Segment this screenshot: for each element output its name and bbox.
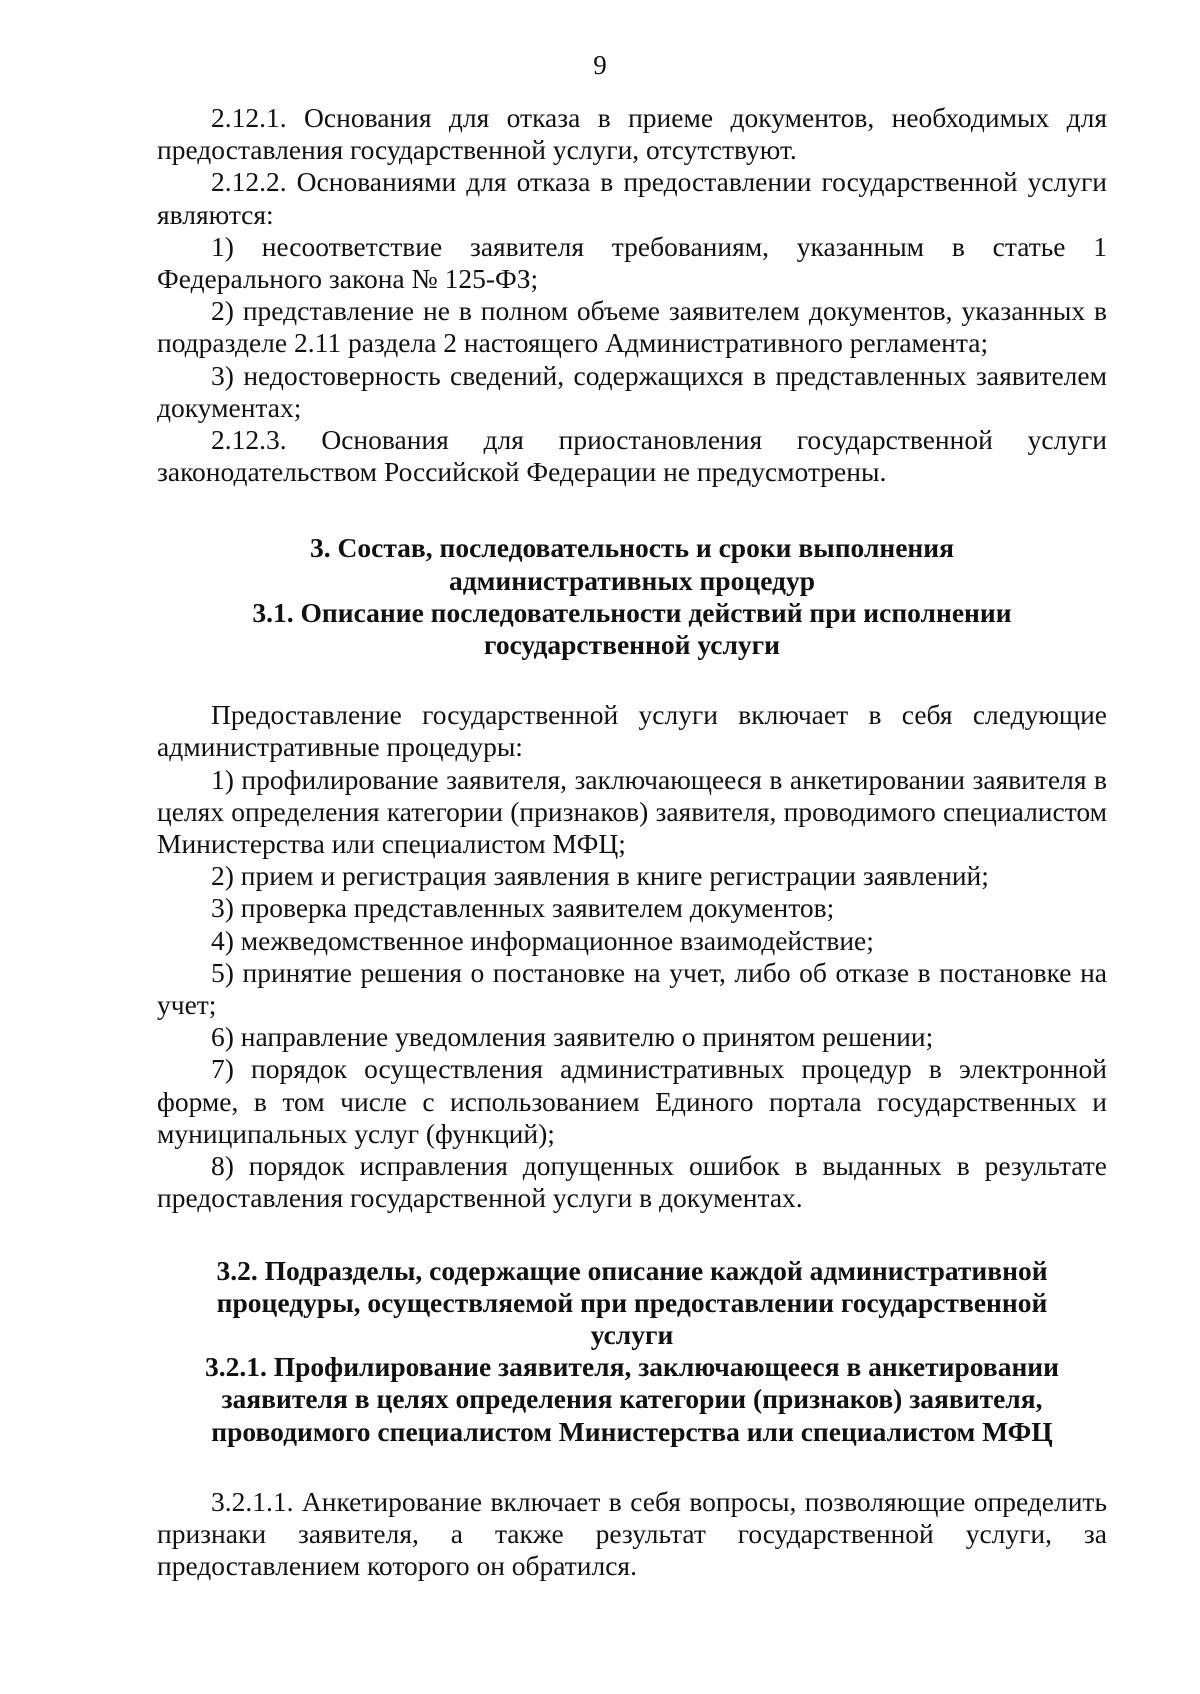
page-number: 9	[593, 50, 607, 80]
paragraph-2-12-2: 2.12.2. Основаниями для отказа в предоставлении государственной услуги являются:	[157, 166, 1107, 230]
section-3-heading	[157, 532, 1107, 661]
list-item: 4) межведомственное информационное взаимодействие;	[211, 924, 874, 956]
list-item: 1) несоответствие заявителя требованиям, указанным в статье 1 Федерального закона № 125-ФЗ;	[157, 230, 1107, 295]
paragraph-3-2-1-1: 3.2.1.1. Анкетирование включает в себя вопросы, позволяющие определить признаки заявителя, а также результат государственной услуги, за предоставлением которого он обратился.	[157, 1485, 1107, 1582]
paragraph-2-12-1: 2.12.1. Основания для отказа в приеме документов, необходимых для предоставления государственной услуги, отсутствуют.	[157, 102, 1107, 166]
subsection-title: 3.2.1. Профилирование заявителя, заключающееся в анкетировании	[205, 1351, 1059, 1383]
section-title: административных процедур	[449, 564, 815, 596]
list-item: 1) профилирование заявителя, заключающееся в анкетировании заявителя в целях определения категории (признаков) заявителя, проводимого специалистом Министерства или специалистом МФЦ;	[157, 763, 1107, 860]
list-item: 2) прием и регистрация заявления в книге регистрации заявлений;	[211, 860, 989, 892]
subsection-title: 3.1. Описание последовательности действий при исполнении	[252, 596, 1012, 628]
paragraph-2-12-3: 2.12.3. Основания для приостановления государственной услуги законодательством Российской Федерации не предусмотрены.	[157, 424, 1107, 488]
list-item: 3) недостоверность сведений, содержащихся в представленных заявителем документах;	[157, 359, 1107, 423]
document-body	[157, 102, 1107, 1582]
subsection-title: проводимого специалистом Министерства или специалистом МФЦ	[211, 1415, 1053, 1447]
list-item: 3) проверка представленных заявителем документов;	[211, 892, 835, 924]
section-3-2-heading	[157, 1255, 1107, 1448]
list-item: 2) представление не в полном объеме заявителем документов, указанных в подразделе 2.11 раздела 2 настоящего Административного регламента;	[157, 295, 1107, 359]
list-item: 6) направление уведомления заявителю о принятом решении;	[211, 1021, 934, 1053]
section-title: услуги	[590, 1318, 674, 1350]
subsection-title: государственной услуги	[484, 629, 780, 661]
subsection-title: заявителя в целях определения категории (признаков) заявителя,	[221, 1383, 1043, 1415]
section-title: 3. Состав, последовательность и сроки выполнения	[310, 532, 954, 564]
section-title: процедуры, осуществляемой при предоставлении государственной	[216, 1286, 1048, 1318]
section-title: 3.2. Подразделы, содержащие описание каждой административной	[216, 1254, 1048, 1286]
procedures-intro: Предоставление государственной услуги включает в себя следующие административные процедуры:	[157, 699, 1107, 763]
list-item: 7) порядок осуществления административных процедур в электронной форме, в том числе с использованием Единого портала государственных и муниципальных услуг (функций);	[157, 1053, 1107, 1149]
list-item: 8) порядок исправления допущенных ошибок в выданных в результате предоставления государственной услуги в документах.	[157, 1150, 1107, 1214]
list-item: 5) принятие решения о постановке на учет, либо об отказе в постановке на учет;	[157, 956, 1107, 1021]
